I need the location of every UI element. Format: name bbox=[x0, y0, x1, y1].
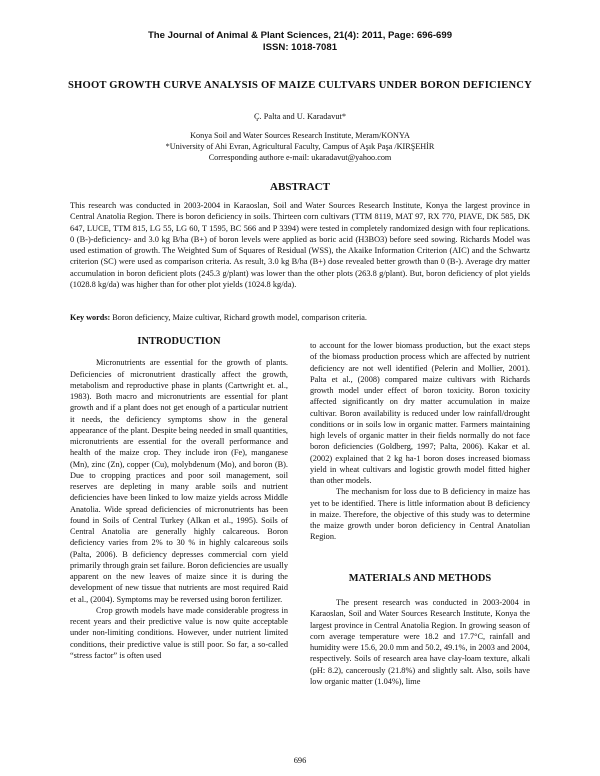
page-number: 696 bbox=[293, 756, 307, 765]
methods-body bbox=[310, 597, 530, 687]
journal-citation: The Journal of Animal & Plant Sciences, 21(4): 2011, Page: 696-699 bbox=[147, 30, 453, 41]
affiliations bbox=[0, 130, 600, 163]
affiliation-1: Konya Soil and Water Sources Research Institute, Meram/KONYA bbox=[190, 131, 410, 140]
abstract-heading: ABSTRACT bbox=[270, 181, 330, 193]
intro-paragraph-3: to account for the lower biomass production, but the exact steps of the biomass production process which are affected by nutrient deficiency are not well identified (Pelerin and Mollier, 2001). Palta et al., (2008) compared maize cultivars with Richards growth model under effect of boron toxicity. Boron toxicity affected significantly on dry matter accumulation in maize cultivar. Boron availability is reduced under low rainfall/drought conditions or in soils low in organic matter. Farmers maintaining high levels of organic matter in their fields normally do not face boron deficiencies (Goldberg, 1997; Palta, 2006). Kakar et al. (2002) explained that 2 kg ha-1 boron doses increased biomass yield in wheat cultivars and logistic growth model fitted higher than other models. bbox=[310, 341, 530, 485]
corresponding-email: Corresponding authore e-mail: ukaradavut@yahoo.com bbox=[208, 153, 392, 162]
paper-title: SHOOT GROWTH CURVE ANALYSIS OF MAIZE CULTVARS UNDER BORON DEFICIENCY bbox=[67, 80, 533, 91]
journal-header bbox=[0, 30, 600, 54]
intro-paragraph-2: Crop growth models have made considerable progress in recent years and their predictive value is now quite acceptable under non-limiting conditions. However, under nutrient limited conditions, their predictive value is still poor. So far, a so-called “stress factor” is often used bbox=[70, 605, 288, 660]
left-column bbox=[70, 336, 288, 661]
keywords-text: Boron deficiency, Maize cultivar, Richard growth model, comparison criteria. bbox=[110, 313, 367, 322]
keywords bbox=[70, 312, 530, 323]
abstract-text: This research was conducted in 2003-2004 in Karaoslan, Soil and Water Sources Research Institute, Konya the largest province in Central Anatolia Region. There is boron deficiency in soils. Thirteen corn cultivars (TTM 8119, MAT 97, RX 770, PIAVE, DK 585, DK 647, LUCE, TTM 815, LG 55, LG 60, T 1595, BC 566 and P 3394) were tested in completely randomized design with four replications. 0 (B-)-deficiency- and 3.0 kg B/ha (B+) of boron levels were applied as boric acid (H3BO3) before seed sowing. Richards Model was used estimation of growth. The Weighted Sum of Squares of Residual (WSS), the Akaike Information Criterion (AIC) and the Schwartz criterion (SC) were used as comparison criteria. As result, 3.0 kg B/ha (B+) dose revealed better growth than 0 (B-). Average dry matter accumulation in boron deficient plots (245.3 g/plant) was lower than the other plots (263.8 g/plant). But, boron deficiency of plot yields (1028.8 kg/da) was higher than for other plot yields (1024.8 kg/da). bbox=[70, 201, 530, 290]
intro-paragraph-4: The mechanism for loss due to B deficiency in maize has yet to be identified. There is little information about B deficiency in maize. Therefore, the objective of this study was to determine the maize growth under boron deficiency in Central Anatolian Region. bbox=[310, 487, 530, 542]
keywords-label: Key words: bbox=[70, 313, 111, 322]
paper-authors: Ç. Palta and U. Karadavut* bbox=[253, 112, 347, 121]
methods-paragraph-1: The present research was conducted in 2003-2004 in Karaoslan, Soil and Water Sources Research Institute, Konya the largest province in Central Anatolia Region. In growing season of corn average temperature were 18.2 and 17.7°C, rainfall and humidity were 15.6, 20.0 mm and 50.2, 49.1%, in 2003 and 2004, respectively. Soils of research area have clay-loam texture, alkali (pH: 8.2), cancerously (21.8%) and slightly salt. Also, soils have low organic matter (1.04%), lime bbox=[310, 598, 530, 686]
journal-issn: ISSN: 1018-7081 bbox=[262, 42, 338, 53]
affiliation-2: *University of Ahi Evran, Agricultural Faculty, Campus of Aşık Paşa /KIRŞEHİR bbox=[165, 142, 435, 151]
right-column bbox=[310, 340, 530, 543]
intro-paragraph-1: Micronutrients are essential for the growth of plants. Deficiencies of micronutrient drastically affect the growth, metabolism and reproductive phase in plants (Cartwright et. al., 1983). Both macro and micronutrients are essential for plant growth and if a plant does not get enough of a particular nutrient it needs, the deficiency symptoms show in the general appearance of the plant. Despite being needed in small quantities, micronutrients are essential for the overall performance and health of the maize crop. They include iron (Fe), manganese (Mn), zinc (Zn), copper (Cu), molybdenum (Mo), and boron (B). Due to cropping practices and poor soil management, soil reserves are depleting in many arable soils and nutrient deficiencies have been linked to low maize yields across Middle Anatolia. Wide spread deficiencies of micronutrients has been found in Soils of Central Turkey (Alkan et al., 1995). Soils of Central Anatolia are generally highly calcareous. Boron deficiency varies from 2% to 30 % in highly calcareous soils (Palta, 2006). B deficiency depresses commercial corn yield primarily through grain set failure. Boron deficiencies are usually apparent on the new leaves of maize since it is during the development of new tissue that nutrients are most required Raid et al., (2004). Symptoms may be reversed using boron fertilizer. bbox=[70, 358, 288, 604]
methods-heading: MATERIALS AND METHODS bbox=[348, 573, 492, 584]
introduction-heading: INTRODUCTION bbox=[137, 336, 221, 347]
